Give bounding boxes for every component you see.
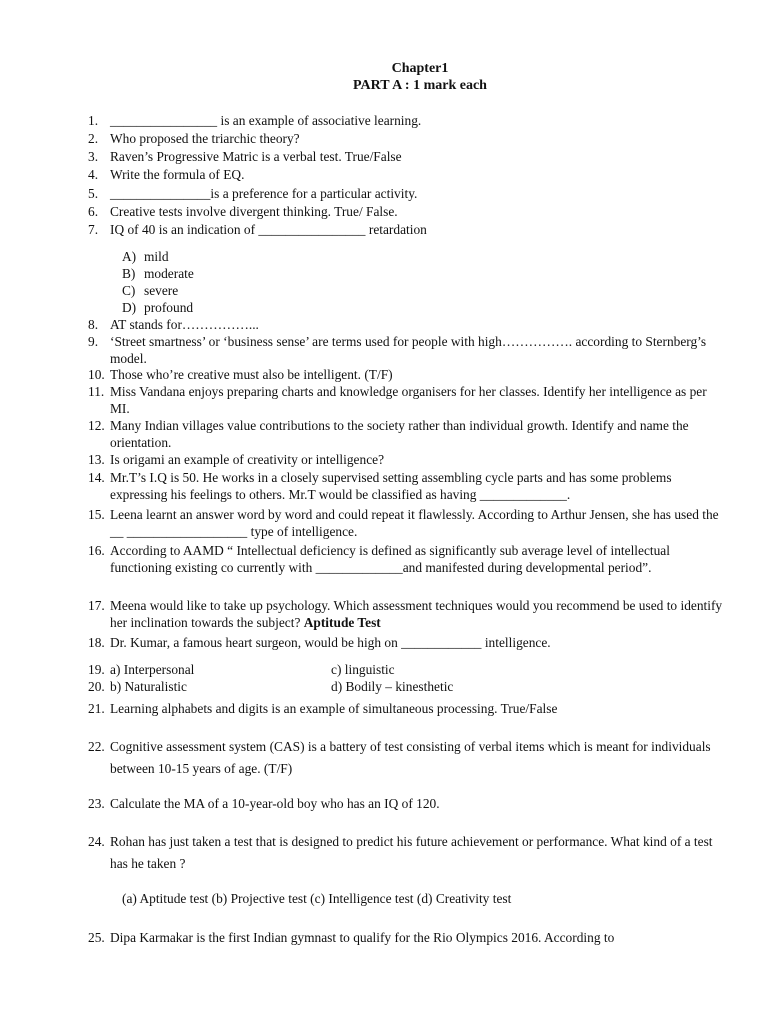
option-text: moderate [144,266,194,281]
option-letter: A) [122,249,137,264]
question-number: 6. [88,204,99,219]
question-number: 1. [88,113,99,128]
question-text: Write the formula of EQ. [110,167,245,182]
option-item [122,265,194,282]
option-right: d) Bodily – kinesthetic [331,679,454,694]
question-text: Dipa Karmakar is the first Indian gymnast to qualify for the Rio Olympics 2016. According to [110,930,615,945]
option-text: profound [144,300,194,315]
question-text: Is origami an example of creativity or intelligence? [110,452,385,467]
question-number: 9. [88,334,99,349]
question-item [88,333,728,367]
question-item [88,795,728,812]
question-item [88,661,728,678]
question-text: AT stands for……………... [110,317,259,332]
question-number: 22. [88,739,105,754]
question-number: 5. [88,186,99,201]
question-text: Rohan has just taken a test that is designed to predict his future achievement or performance. What kind of a test has he taken ? [110,834,713,871]
question-number: 12. [88,418,105,433]
question-number: 8. [88,317,99,332]
question-item [88,634,728,651]
question-number: 17. [88,598,105,613]
option-item [122,299,193,316]
question-text: ________________ is an example of associative learning. [110,113,422,128]
question-text: Learning alphabets and digits is an example of simultaneous processing. True/False [110,701,558,716]
question-text: Who proposed the triarchic theory? [110,131,300,146]
question-item [88,166,728,183]
question-text: Miss Vandana enjoys preparing charts and knowledge organisers for her classes. Identify her intelligence as per MI. [110,384,707,416]
question-item [88,736,728,780]
question-text: IQ of 40 is an indication of ________________ retardation [110,222,427,237]
question-text: _______________is a preference for a particular activity. [110,186,418,201]
question-number: 13. [88,452,105,467]
question-number: 25. [88,930,105,945]
question-number: 7. [88,222,99,237]
question-text: According to AAMD “ Intellectual deficiency is defined as significantly sub average level of intellectual functioning existing co currently with _____________and manifested during developmental period”. [110,543,670,575]
chapter-title: Chapter1 [391,61,449,76]
question-text: Raven’s Progressive Matric is a verbal test. True/False [110,149,402,164]
question-item [88,383,728,417]
question-item [88,597,728,631]
option-right: c) linguistic [331,662,395,677]
question-item [88,130,728,147]
question-item [88,221,728,238]
option-line: (a) Aptitude test (b) Projective test (c) Intelligence test (d) Creativity test [122,891,512,906]
question-number: 3. [88,149,99,164]
question-number: 10. [88,367,105,382]
question-number: 18. [88,635,105,650]
question-text: Leena learnt an answer word by word and could repeat it flawlessly. According to Arthur Jensen, she has used the __ __________________ type of intelligence. [110,507,719,539]
question-number: 19. [88,662,105,677]
question-text: b) Naturalistic [110,679,187,694]
question-text: Dr. Kumar, a famous heart surgeon, would be high on ____________ intelligence. [110,635,551,650]
question-number: 11. [88,384,105,399]
question-item [88,185,728,202]
question-item [88,929,728,946]
option-item [122,248,169,265]
answer-text: Aptitude Test [303,615,381,630]
question-text: Calculate the MA of a 10-year-old boy who has an IQ of 120. [110,796,440,811]
question-text: a) Interpersonal [110,662,195,677]
question-number: 20. [88,679,105,694]
question-item [88,203,728,220]
question-item [88,316,728,333]
question-text: Those who’re creative must also be intelligent. (T/F) [110,367,393,382]
question-item [88,366,728,383]
question-number: 23. [88,796,105,811]
option-text: mild [144,249,169,264]
question-number: 16. [88,543,105,558]
question-item [88,148,728,165]
question-text: Creative tests involve divergent thinking. True/ False. [110,204,398,219]
question-number: 15. [88,507,105,522]
question-text: Meena would like to take up psychology. Which assessment techniques would you recommend be used to identify her inclination towards the subject? Aptitude Test [110,598,723,630]
question-text: Mr.T’s I.Q is 50. He works in a closely supervised setting assembling cycle parts and has some problems expressing his feelings to others. Mr.T would be classified as having _____________. [110,470,672,502]
question-number: 2. [88,131,99,146]
question-item [88,469,728,503]
question-item [88,112,728,129]
question-number: 4. [88,167,99,182]
part-title: PART A : 1 mark each [353,78,487,93]
option-letter: C) [122,283,136,298]
question-item [88,506,728,540]
question-item [88,831,728,875]
question-item [88,542,728,576]
question-text: Many Indian villages value contributions to the society rather than individual growth. Identify and name the orientation. [110,418,689,450]
question-number: 14. [88,470,105,485]
question-item [88,700,728,717]
option-text: severe [144,283,179,298]
option-item [122,282,178,299]
question-number: 21. [88,701,105,716]
option-letter: B) [122,266,136,281]
question-item [88,451,728,468]
question-number: 24. [88,834,105,849]
question-text: Cognitive assessment system (CAS) is a battery of test consisting of verbal items which is meant for individuals between 10-15 years of age. (T/F) [110,739,711,776]
question-item [88,417,728,451]
question-text: ‘Street smartness’ or ‘business sense’ are terms used for people with high……………. according to Sternberg’s model. [110,334,707,366]
option-letter: D) [122,300,137,315]
